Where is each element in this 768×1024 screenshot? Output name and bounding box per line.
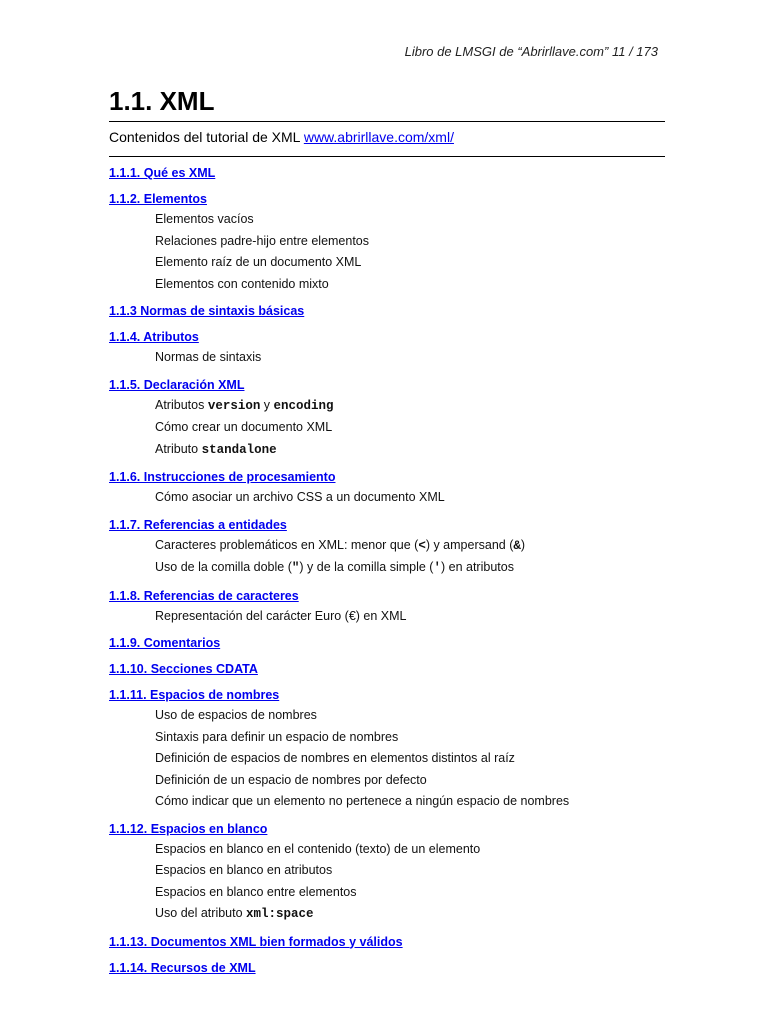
code-text: version	[207, 398, 261, 413]
toc-subitem	[109, 791, 709, 813]
subitem-text: Cómo indicar que un elemento no pertenece a ningún espacio de nombres	[155, 794, 570, 808]
toc-section-link[interactable]: 1.1.10. Secciones CDATA	[109, 662, 258, 676]
toc-section-link[interactable]: 1.1.2. Elementos	[109, 192, 207, 206]
subitem-text: ) y de la comilla simple (	[299, 560, 434, 574]
toc-subitem	[109, 903, 709, 926]
intro-line	[109, 129, 454, 145]
toc-subitem	[109, 231, 709, 253]
toc-section	[109, 685, 709, 813]
toc-section	[109, 375, 709, 462]
toc-subitem	[109, 557, 709, 580]
toc-subitem	[109, 395, 709, 418]
subitem-text: Espacios en blanco en atributos	[155, 863, 333, 877]
subitem-text: Cómo crear un documento XML	[155, 420, 333, 434]
toc-section-link[interactable]: 1.1.7. Referencias a entidades	[109, 517, 287, 532]
subitem-text: )	[520, 537, 526, 552]
toc-section-link[interactable]: 1.1.14. Recursos de XML	[109, 960, 256, 975]
table-of-contents	[109, 163, 709, 978]
toc-section-link[interactable]: 1.1.8. Referencias de caracteres	[109, 588, 299, 603]
page-number: 11 / 173	[611, 44, 658, 59]
subitem-text: Espacios en blanco en el contenido (texto) de un elemento	[155, 841, 481, 856]
toc-section-link[interactable]: 1.1.1. Qué es XML	[109, 166, 216, 180]
toc-section	[109, 819, 709, 926]
code-text: standalone	[201, 442, 277, 457]
toc-subitem	[109, 417, 709, 439]
subitem-text: Atributo	[155, 441, 202, 456]
subitem-text: Uso del atributo	[155, 906, 247, 920]
page-header	[405, 44, 658, 59]
toc-section	[109, 467, 709, 509]
toc-section	[109, 515, 709, 580]
toc-section	[109, 327, 709, 369]
toc-section-link[interactable]: 1.1.12. Espacios en blanco	[109, 821, 268, 836]
toc-subitem	[109, 882, 709, 904]
toc-section-link[interactable]: 1.1.3 Normas de sintaxis básicas	[109, 304, 305, 318]
subitem-text: Sintaxis para definir un espacio de nombres	[155, 729, 399, 744]
toc-subitem	[109, 839, 709, 861]
code-text: "	[291, 561, 300, 575]
toc-section	[109, 301, 709, 321]
toc-section-link[interactable]: 1.1.13. Documentos XML bien formados y válidos	[109, 934, 403, 949]
toc-subitem	[109, 748, 709, 770]
code-text: '	[433, 561, 441, 575]
toc-subitem	[109, 770, 709, 792]
subitem-text: Elementos con contenido mixto	[155, 276, 329, 291]
toc-subitem	[109, 252, 709, 274]
subitem-text: Definición de espacios de nombres en elementos distintos al raíz	[155, 751, 515, 765]
toc-section	[109, 633, 709, 653]
toc-section	[109, 189, 709, 295]
toc-section-link[interactable]: 1.1.9. Comentarios	[109, 636, 221, 650]
toc-section-link[interactable]: 1.1.6. Instrucciones de procesamiento	[109, 470, 336, 484]
subitem-text: Espacios en blanco entre elementos	[155, 884, 357, 899]
subitem-text: Normas de sintaxis	[155, 350, 262, 364]
intro-rule	[109, 156, 665, 157]
page-title: 1.1. XML	[109, 86, 215, 116]
toc-section	[109, 932, 709, 952]
toc-subitem	[109, 209, 709, 231]
intro-text: Contenidos del tutorial de XML	[109, 129, 304, 145]
toc-subitem	[109, 274, 709, 296]
toc-subitem	[109, 535, 709, 558]
title-rule	[109, 121, 665, 122]
toc-section-link[interactable]: 1.1.5. Declaración XML	[109, 377, 245, 392]
code-text: xml:space	[246, 907, 314, 921]
subitem-text: Elemento raíz de un documento XML	[155, 255, 362, 269]
toc-subitem	[109, 705, 709, 727]
header-text: Libro de LMSGI de “Abrirllave.com”	[404, 44, 609, 59]
code-text: <	[418, 538, 426, 553]
subitem-text: Relaciones padre-hijo entre elementos	[155, 233, 370, 248]
subitem-text: ) y ampersand (	[425, 537, 514, 552]
toc-subitem	[109, 487, 709, 509]
code-text: &	[513, 538, 521, 553]
subitem-text: Definición de un espacio de nombres por defecto	[155, 772, 427, 787]
toc-subitem	[109, 727, 709, 749]
subitem-text: Elementos vacíos	[155, 212, 254, 226]
subitem-text: Caracteres problemáticos en XML: menor que (	[155, 537, 419, 552]
subitem-text: Cómo asociar un archivo CSS a un documento XML	[155, 490, 445, 504]
toc-section	[109, 659, 709, 679]
toc-section	[109, 586, 709, 628]
toc-subitem	[109, 439, 709, 462]
toc-subitem	[109, 606, 709, 628]
toc-section-link[interactable]: 1.1.4. Atributos	[109, 330, 199, 344]
subitem-text: y	[260, 397, 274, 412]
toc-section-link[interactable]: 1.1.11. Espacios de nombres	[109, 688, 280, 702]
subitem-text: Representación del carácter Euro (€) en XML	[155, 608, 407, 623]
toc-section	[109, 958, 709, 978]
subitem-text: Uso de la comilla doble (	[155, 560, 292, 574]
tutorial-link[interactable]: www.abrirllave.com/xml/	[303, 129, 454, 145]
toc-subitem	[109, 347, 709, 369]
code-text: encoding	[273, 398, 334, 413]
subitem-text: ) en atributos	[440, 560, 514, 574]
toc-section	[109, 163, 709, 183]
subitem-text: Atributos	[155, 397, 208, 412]
subitem-text: Uso de espacios de nombres	[155, 708, 317, 722]
toc-subitem	[109, 860, 709, 882]
